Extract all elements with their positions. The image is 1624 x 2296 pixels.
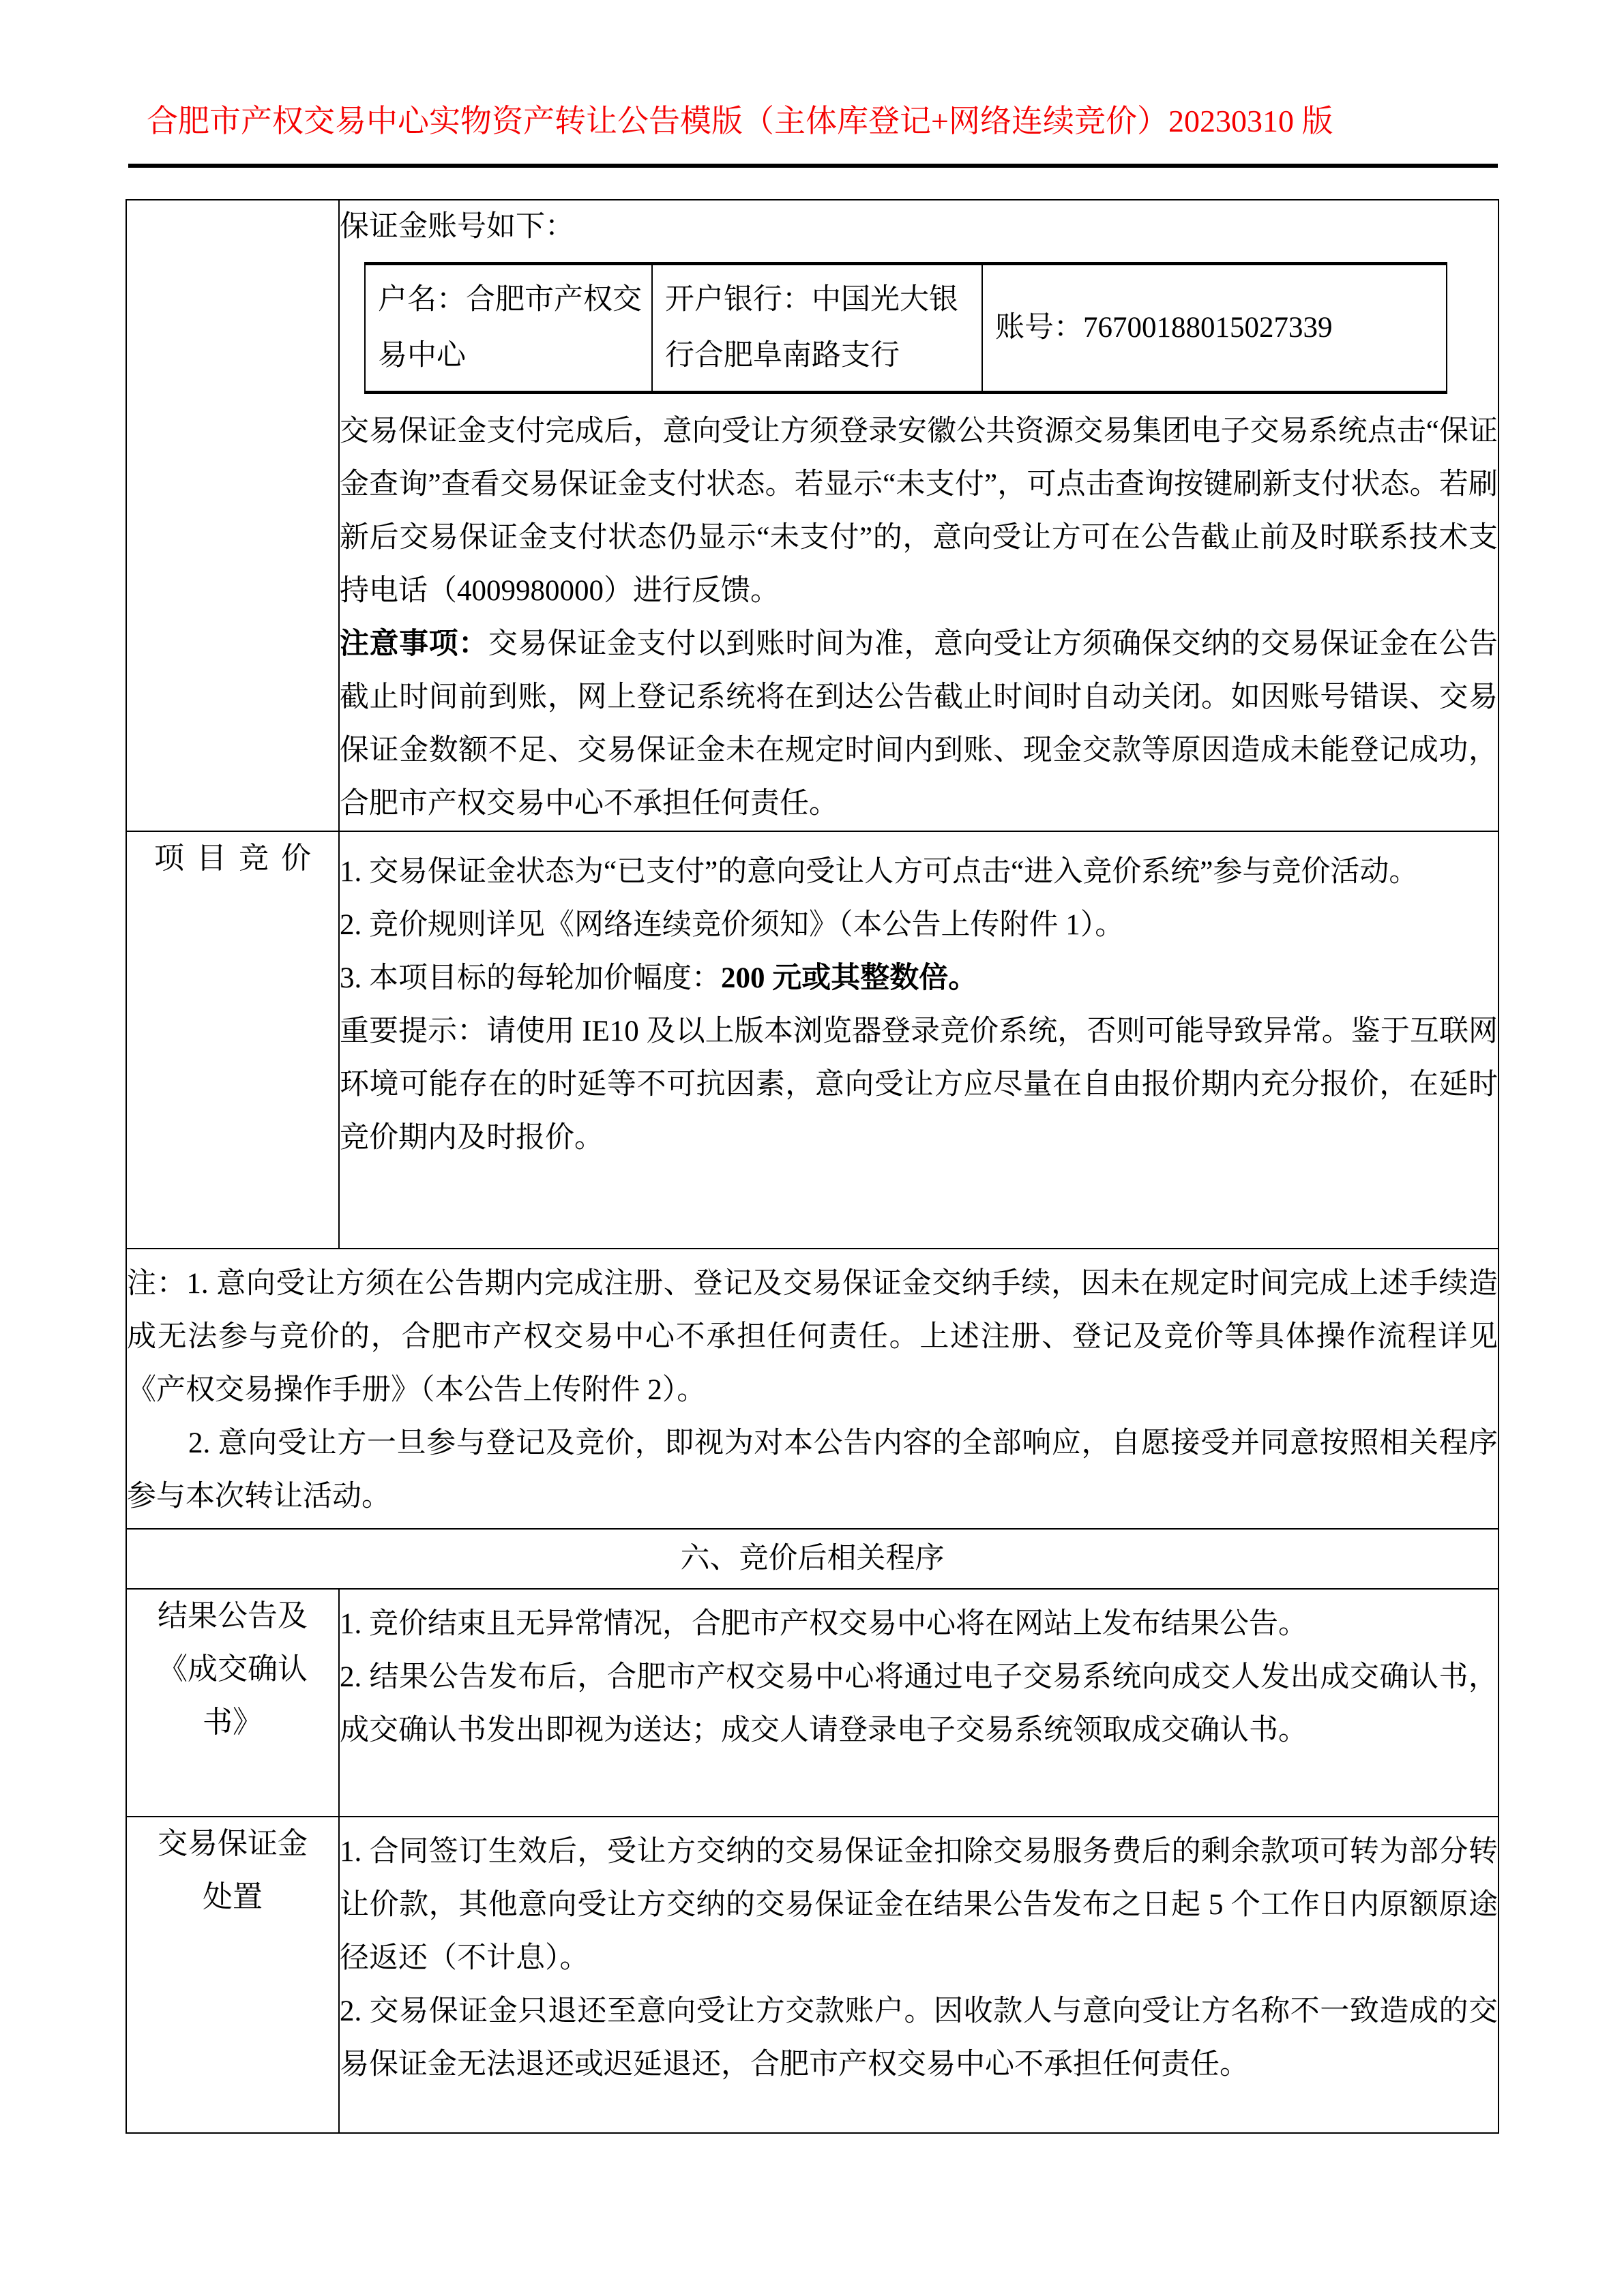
note-paragraph-2: 2. 意向受让方一旦参与登记及竞价，即视为对本公告内容的全部响应，自愿接受并同意按照相关程序参与本次转让活动。 [127,1427,1498,1512]
announcement-table [126,199,1499,2134]
deposit-notice-paragraph [340,618,1498,831]
deposit-row-label-cell [126,200,339,831]
deposit-intro: 保证金账号如下： [340,211,574,243]
result-row-label-cell [126,1589,339,1817]
disposal-row-label: 交易保证金处置 [158,1827,308,1913]
notice-body: 交易保证金支付以到账时间为准，意向受让方须确保交纳的交易保证金在公告截止时间前到账，网上登记系统将在到达公告截止时间时自动关闭。如因账号错误、交易保证金数额不足、交易保证金未在规定时间内到账、现金交款等原因造成未能登记成功，合肥市产权交易中心不承担任何责任。 [340,628,1498,820]
note-row [126,1249,1498,1529]
bidding-item-2: 2. 竞价规则详见《网络连续竞价须知》（本公告上传附件 1）。 [340,909,1125,941]
notice-lead: 注意事项： [340,628,488,660]
project-bidding-row [126,831,1498,1249]
result-item-1: 1. 竞价结束且无异常情况，合肥市产权交易中心将在网站上发布结果公告。 [340,1608,1308,1640]
deposit-account-row [126,200,1498,831]
bidding-row-label: 项目竞价 [154,841,323,875]
section-header-title: 六、竞价后相关程序 [680,1542,945,1575]
disposal-item-1: 1. 合同签订生效后，受让方交纳的交易保证金扣除交易服务费后的剩余款项可转为部分转让价款，其他意向受让方交纳的交易保证金在结果公告发布之日起 5 个工作日内原额原途径返还（不计息）。 [340,1836,1498,1974]
bidding-item-3 [340,952,1498,1005]
bank-account-number: 账号：76700188015027339 [982,264,1447,393]
bank-account-table [364,262,1447,394]
disposal-row-content-cell [339,1817,1498,2133]
result-announcement-row [126,1589,1498,1817]
disposal-row-label-cell [126,1817,339,2133]
deposit-row-content-cell [339,200,1498,831]
bank-account-name: 户名：合肥市产权交易中心 [365,264,652,393]
result-row-label: 结果公告及《成交确认书》 [158,1599,308,1739]
section-header-cell [126,1529,1498,1589]
bidding-row-label-cell [126,831,339,1249]
bidding-row-content-cell [339,831,1498,1249]
result-item-2: 2. 结果公告发布后，合肥市产权交易中心将通过电子交易系统向成交人发出成交确认书，成交确认书发出即视为送达；成交人请登录电子交易系统领取成交确认书。 [340,1661,1498,1746]
note-cell [126,1249,1498,1529]
bank-name: 开户银行：中国光大银行合肥阜南路支行 [652,264,982,393]
header-divider-rule [128,164,1498,168]
disposal-item-2: 2. 交易保证金只退还至意向受让方交款账户。因收款人与意向受让方名称不一致造成的交易保证金无法退还或迟延退还，合肥市产权交易中心不承担任何责任。 [340,1995,1498,2081]
bidding-item-3-lead: 3. 本项目标的每轮加价幅度： [340,962,721,994]
bidding-item-1: 1. 交易保证金状态为“已支付”的意向受让人方可点击“进入竞价系统”参与竞价活动。 [340,856,1419,888]
deposit-payment-paragraph: 交易保证金支付完成后，意向受让方须登录安徽公共资源交易集团电子交易系统点击“保证金查询”查看交易保证金支付状态。若显示“未支付”，可点击查询按键刷新支付状态。若刷新后交易保证金支付状态仍显示“未支付”的，意向受让方可在公告截止前及时联系技术支持电话（4009980000）进行反馈。 [340,415,1498,607]
result-row-content-cell [339,1589,1498,1817]
document-title: 合肥市产权交易中心实物资产转让公告模版（主体库登记+网络连续竞价）20230310 版 [147,104,1333,138]
section-header-row [126,1529,1498,1589]
bidding-increment-value: 200 元或其整数倍。 [721,962,978,994]
bidding-tip-paragraph: 重要提示：请使用 IE10 及以上版本浏览器登录竞价系统，否则可能导致异常。鉴于互联网环境可能存在的时延等不可抗因素，意向受让方应尽量在自由报价期内充分报价，在延时竞价期内及时报价。 [340,1015,1498,1154]
note-paragraph-1: 注：1. 意向受让方须在公告期内完成注册、登记及交易保证金交纳手续，因未在规定时间完成上述手续造成无法参与竞价的，合肥市产权交易中心不承担任何责任。上述注册、登记及竞价等具体操作流程详见《产权交易操作手册》（本公告上传附件 2）。 [127,1268,1498,1406]
bank-account-row [365,264,1447,393]
deposit-disposal-row [126,1817,1498,2133]
